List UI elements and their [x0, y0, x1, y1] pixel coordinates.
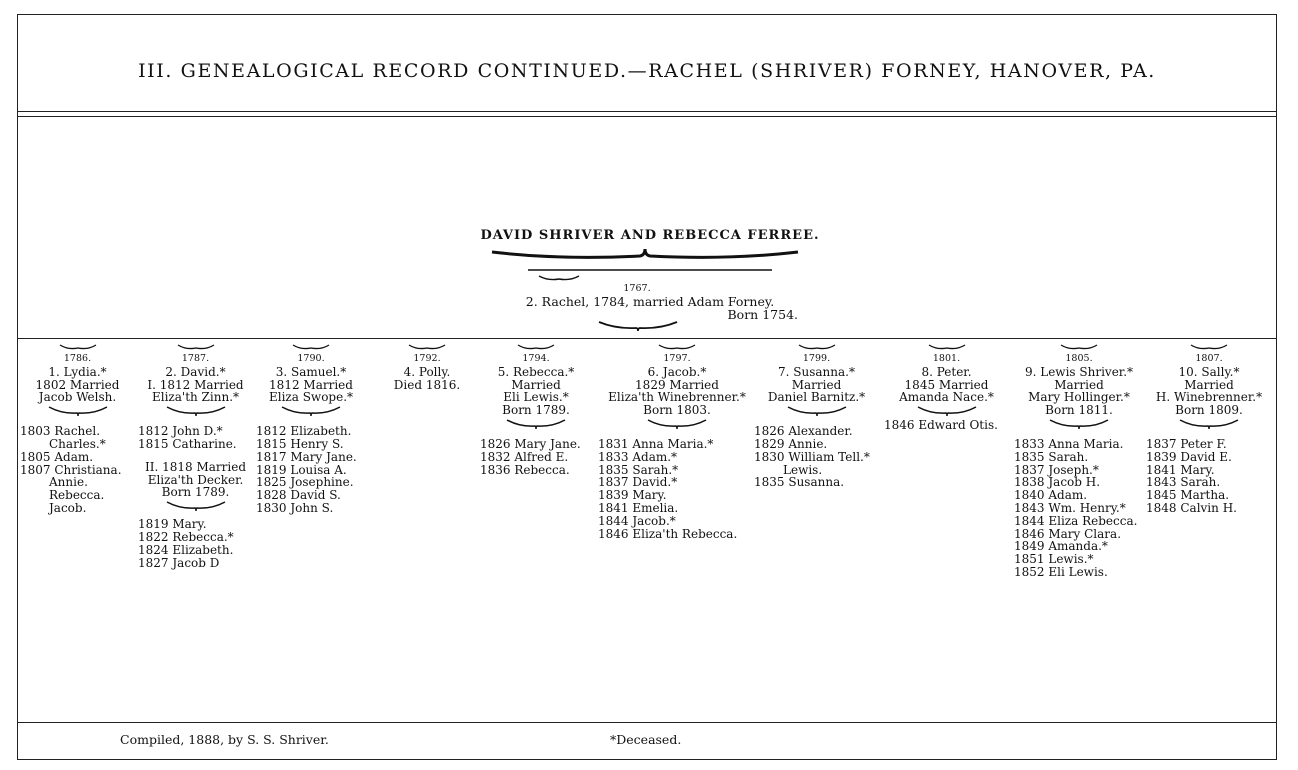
grandchild: 1841 Mary.	[1146, 462, 1215, 477]
grandchild: 1824 Elizabeth.	[138, 542, 234, 557]
grandchild: 1838 Jacob H.	[1014, 475, 1101, 490]
child-name: 3. Samuel.*	[275, 364, 347, 379]
grandchild: 1817 Mary Jane.	[256, 449, 357, 464]
child-name: 2. David.*	[165, 364, 226, 379]
spouse-born: Born 1811.	[1045, 403, 1113, 418]
child-name: 5. Rebecca.*	[497, 364, 575, 379]
column-brace	[166, 405, 226, 417]
column-brace	[517, 344, 555, 352]
column-brace	[1060, 344, 1098, 352]
second-marriage: II. 1818 Married	[145, 459, 246, 474]
column-brace	[787, 405, 847, 417]
grandchild: 1840 Adam.	[1014, 488, 1088, 503]
grandchild: 1822 Rebecca.*	[138, 529, 234, 544]
column-brace	[281, 405, 341, 417]
marriage-label: Married	[1184, 377, 1234, 392]
grandchild: 1848 Calvin H.	[1146, 500, 1237, 515]
footer-rule	[17, 722, 1277, 723]
title-rule	[17, 111, 1277, 112]
grandchild: 1843 Wm. Henry.*	[1014, 500, 1126, 515]
grandchild: 1836 Rebecca.	[480, 462, 570, 477]
birth-year: 1801.	[932, 353, 961, 364]
grandchild: 1803 Rachel.	[20, 424, 101, 439]
child-name: 1. Lydia.*	[48, 364, 107, 379]
child-name: 7. Susanna.*	[778, 364, 855, 379]
grandchild: 1825 Josephine.	[256, 475, 354, 490]
grandchild: 1815 Catharine.	[138, 436, 237, 451]
spouse-born: Born 1789.	[502, 403, 570, 418]
grandchild: 1807 Christiana.	[20, 462, 122, 477]
deceased-note: *Deceased.	[610, 732, 682, 747]
birth-year: 1807.	[1195, 353, 1223, 364]
rachel-line: 2. Rachel, 1784, married Adam Forney.	[525, 294, 775, 309]
grandchild: 1841 Emelia.	[598, 500, 679, 515]
marriage-label: Married	[511, 377, 561, 392]
rachel-children-brace	[598, 320, 678, 332]
grandchild: Jacob.	[49, 500, 87, 515]
column-brace	[48, 405, 108, 417]
birth-year: 1786.	[63, 353, 92, 364]
grandchild: 1819 Louisa A.	[256, 462, 347, 477]
rachel-entry	[440, 282, 860, 321]
spouse-name: Eliza'th Winebrenner.*	[608, 390, 746, 405]
column-brace	[917, 405, 977, 417]
spouse-born: Born 1803.	[643, 403, 711, 418]
grandchild: 1829 Annie.	[754, 436, 828, 451]
grandchild: 1852 Eli Lewis.	[1014, 564, 1108, 579]
spouse-name: Mary Hollinger.*	[1028, 390, 1130, 405]
birth-year: 1805.	[1065, 353, 1093, 364]
generation-rule	[17, 338, 1277, 339]
grandchild: 1830 William Tell.*	[754, 449, 870, 464]
grandchild: 1845 Martha.	[1146, 488, 1230, 503]
child-column-david	[138, 343, 253, 569]
grandchild: 1835 Sarah.*	[598, 462, 679, 477]
child-name: 4. Polly.	[403, 364, 451, 379]
child-name: 9. Lewis Shriver.*	[1024, 364, 1134, 379]
column-brace	[658, 344, 696, 352]
death-year: Died 1816.	[393, 377, 461, 392]
child-column-susanna	[754, 343, 879, 489]
grandchild: 1833 Adam.*	[598, 449, 678, 464]
birth-year: 1792.	[413, 353, 441, 364]
grandchild: 1827 Jacob D	[138, 555, 220, 570]
spouse-name: Amanda Nace.*	[899, 390, 994, 405]
grandchild: 1835 Susanna.	[754, 475, 845, 490]
spouse-name: Eliza'th Zinn.*	[151, 390, 240, 405]
grandchild: 1832 Alfred E.	[480, 449, 569, 464]
column-brace	[177, 344, 215, 352]
child-name: 8. Peter.	[921, 364, 972, 379]
child-column-peter	[884, 343, 1009, 432]
compiled-note: Compiled, 1888, by S. S. Shriver.	[120, 732, 329, 747]
grandchild: 1851 Lewis.*	[1014, 552, 1094, 567]
grandchild: 1849 Amanda.*	[1014, 539, 1108, 554]
spouse-name: Eli Lewis.*	[503, 390, 569, 405]
grandchild: 1812 John D.*	[138, 424, 223, 439]
child-column-sally	[1146, 343, 1272, 515]
column-brace	[798, 344, 836, 352]
grandchild: 1839 Mary.	[598, 488, 667, 503]
marriage-year: 1802 Married	[35, 377, 120, 392]
grandchild: 1831 Anna Maria.*	[598, 436, 714, 451]
grandchild: 1805 Adam.	[20, 449, 94, 464]
birth-year: 1797.	[663, 353, 691, 364]
birth-year: 1787.	[181, 353, 210, 364]
birth-year: 1799.	[802, 353, 831, 364]
second-spouse: Eliza'th Decker.	[147, 472, 244, 487]
column-brace	[408, 344, 446, 352]
grandchild: 1835 Sarah.	[1014, 449, 1089, 464]
child-column-lewis	[1014, 343, 1144, 579]
grandchild: 1830 John S.	[256, 500, 334, 515]
grandchild: 1837 Peter F.	[1146, 436, 1227, 451]
column-brace	[928, 344, 966, 352]
grandchild: Rebecca.	[49, 488, 105, 503]
ancestor-brace	[490, 246, 800, 272]
ancestors-heading: DAVID SHRIVER AND REBECCA FERREE.	[480, 228, 820, 243]
grandchild: 1846 Mary Clara.	[1014, 526, 1122, 541]
child-name: 6. Jacob.*	[647, 364, 707, 379]
grandchild: Charles.*	[49, 436, 106, 451]
birth-year: 1794.	[522, 353, 550, 364]
child-column-rebecca	[480, 343, 592, 476]
child-column-samuel	[256, 343, 366, 515]
column-brace	[506, 418, 566, 430]
grandchild: 1837 Joseph.*	[1014, 462, 1099, 477]
spouse-name: Daniel Barnitz.*	[767, 390, 866, 405]
marriage-label: Married	[791, 377, 842, 392]
grandchild: 1844 Eliza Rebecca.	[1014, 513, 1138, 528]
grandchild: 1826 Mary Jane.	[480, 436, 581, 451]
marriage-year: 1829 Married	[635, 377, 719, 392]
rachel-year-brace	[538, 275, 580, 283]
marriage-year: 1812 Married	[269, 377, 353, 392]
marriage-label: Married	[1054, 377, 1104, 392]
grandchild: 1843 Sarah.	[1146, 475, 1221, 490]
grandchild: 1812 Elizabeth.	[256, 424, 352, 439]
birth-year: 1790.	[297, 353, 325, 364]
child-column-polly	[372, 343, 482, 391]
grandchild: 1844 Jacob.*	[598, 513, 676, 528]
spouse-name: Eliza Swope.*	[268, 390, 354, 405]
grandchild: 1846 Edward Otis.	[884, 418, 998, 433]
grandchild: 1819 Mary.	[138, 517, 207, 532]
grandchild: 1846 Eliza'th Rebecca.	[598, 526, 738, 541]
column-brace	[292, 344, 330, 352]
grandchild: 1833 Anna Maria.	[1014, 436, 1124, 451]
second-spouse-born: Born 1789.	[161, 485, 230, 500]
column-brace	[1190, 344, 1228, 352]
marriage-year: I. 1812 Married	[147, 377, 244, 392]
column-brace	[1179, 418, 1239, 430]
grandchild: 1828 David S.	[256, 488, 341, 503]
spouse-name: H. Winebrenner.*	[1155, 390, 1263, 405]
grandchild: 1815 Henry S.	[256, 436, 344, 451]
marriage-year: 1845 Married	[904, 377, 989, 392]
child-column-lydia	[20, 343, 135, 515]
child-column-jacob	[598, 343, 756, 540]
grandchild: Lewis.	[783, 462, 823, 477]
grandchild: 1826 Alexander.	[754, 424, 853, 439]
column-brace	[647, 418, 707, 430]
child-name: 10. Sally.*	[1178, 364, 1240, 379]
rachel-born: Born 1754.	[727, 307, 798, 322]
rachel-year: 1767.	[623, 283, 651, 294]
grandchild: Annie.	[49, 475, 88, 490]
column-brace	[166, 500, 226, 512]
grandchild: 1839 David E.	[1146, 449, 1232, 464]
spouse-born: Born 1809.	[1175, 403, 1243, 418]
column-brace	[1049, 418, 1109, 430]
grandchild: 1837 David.*	[598, 475, 678, 490]
title-rule-double	[17, 116, 1277, 117]
spouse-name: Jacob Welsh.	[38, 390, 117, 405]
page-title: III. GENEALOGICAL RECORD CONTINUED.—RACHEL (SHRIVER) FORNEY, HANOVER, PA.	[138, 60, 1156, 82]
column-brace	[59, 344, 97, 352]
